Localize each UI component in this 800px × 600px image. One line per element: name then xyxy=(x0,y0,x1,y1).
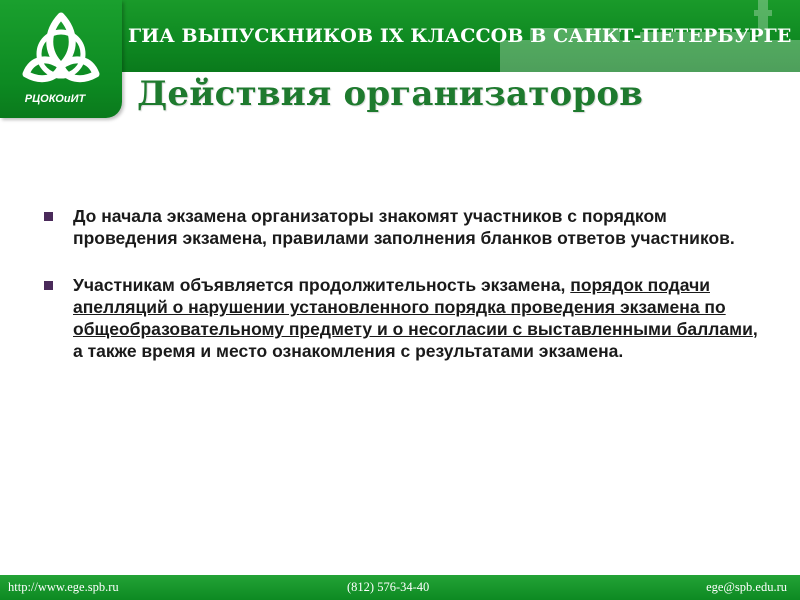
footer-phone: (812) 576-34-40 xyxy=(347,580,430,594)
triquetra-logo-icon xyxy=(16,10,106,92)
footer-bar xyxy=(0,575,800,600)
underlined-text: порядок подачи апелляций о нарушении установленного порядка проведения экзамена по общеобразовательному предмету и о несогласии с выставленными баллами xyxy=(73,275,753,339)
logo-block xyxy=(0,0,122,118)
logo-caption: РЦОКОиИТ xyxy=(24,93,86,105)
footer-website-link[interactable]: http://www.ege.spb.ru xyxy=(8,580,119,594)
square-bullet-icon xyxy=(44,212,53,221)
bullet-item xyxy=(42,274,762,362)
slide-title: Действия организаторов xyxy=(137,74,644,114)
bullet-list xyxy=(42,205,762,387)
bullet-item xyxy=(42,205,762,249)
bullet-text: Участникам объявляется продолжительность экзамена, xyxy=(73,275,571,295)
square-bullet-icon xyxy=(44,281,53,290)
bullet-text: , а также время и место ознакомления с результатами экзамена. xyxy=(73,319,758,361)
bullet-text: До начала экзамена организаторы знакомят участников с порядком проведения экзамена, правилами заполнения бланков ответов участников. xyxy=(73,206,735,248)
header-title: ГИА ВЫПУСКНИКОВ IX КЛАССОВ В САНКТ-ПЕТЕРБУРГЕ xyxy=(128,25,792,47)
footer-email-link[interactable]: ege@spb.edu.ru xyxy=(706,580,787,594)
